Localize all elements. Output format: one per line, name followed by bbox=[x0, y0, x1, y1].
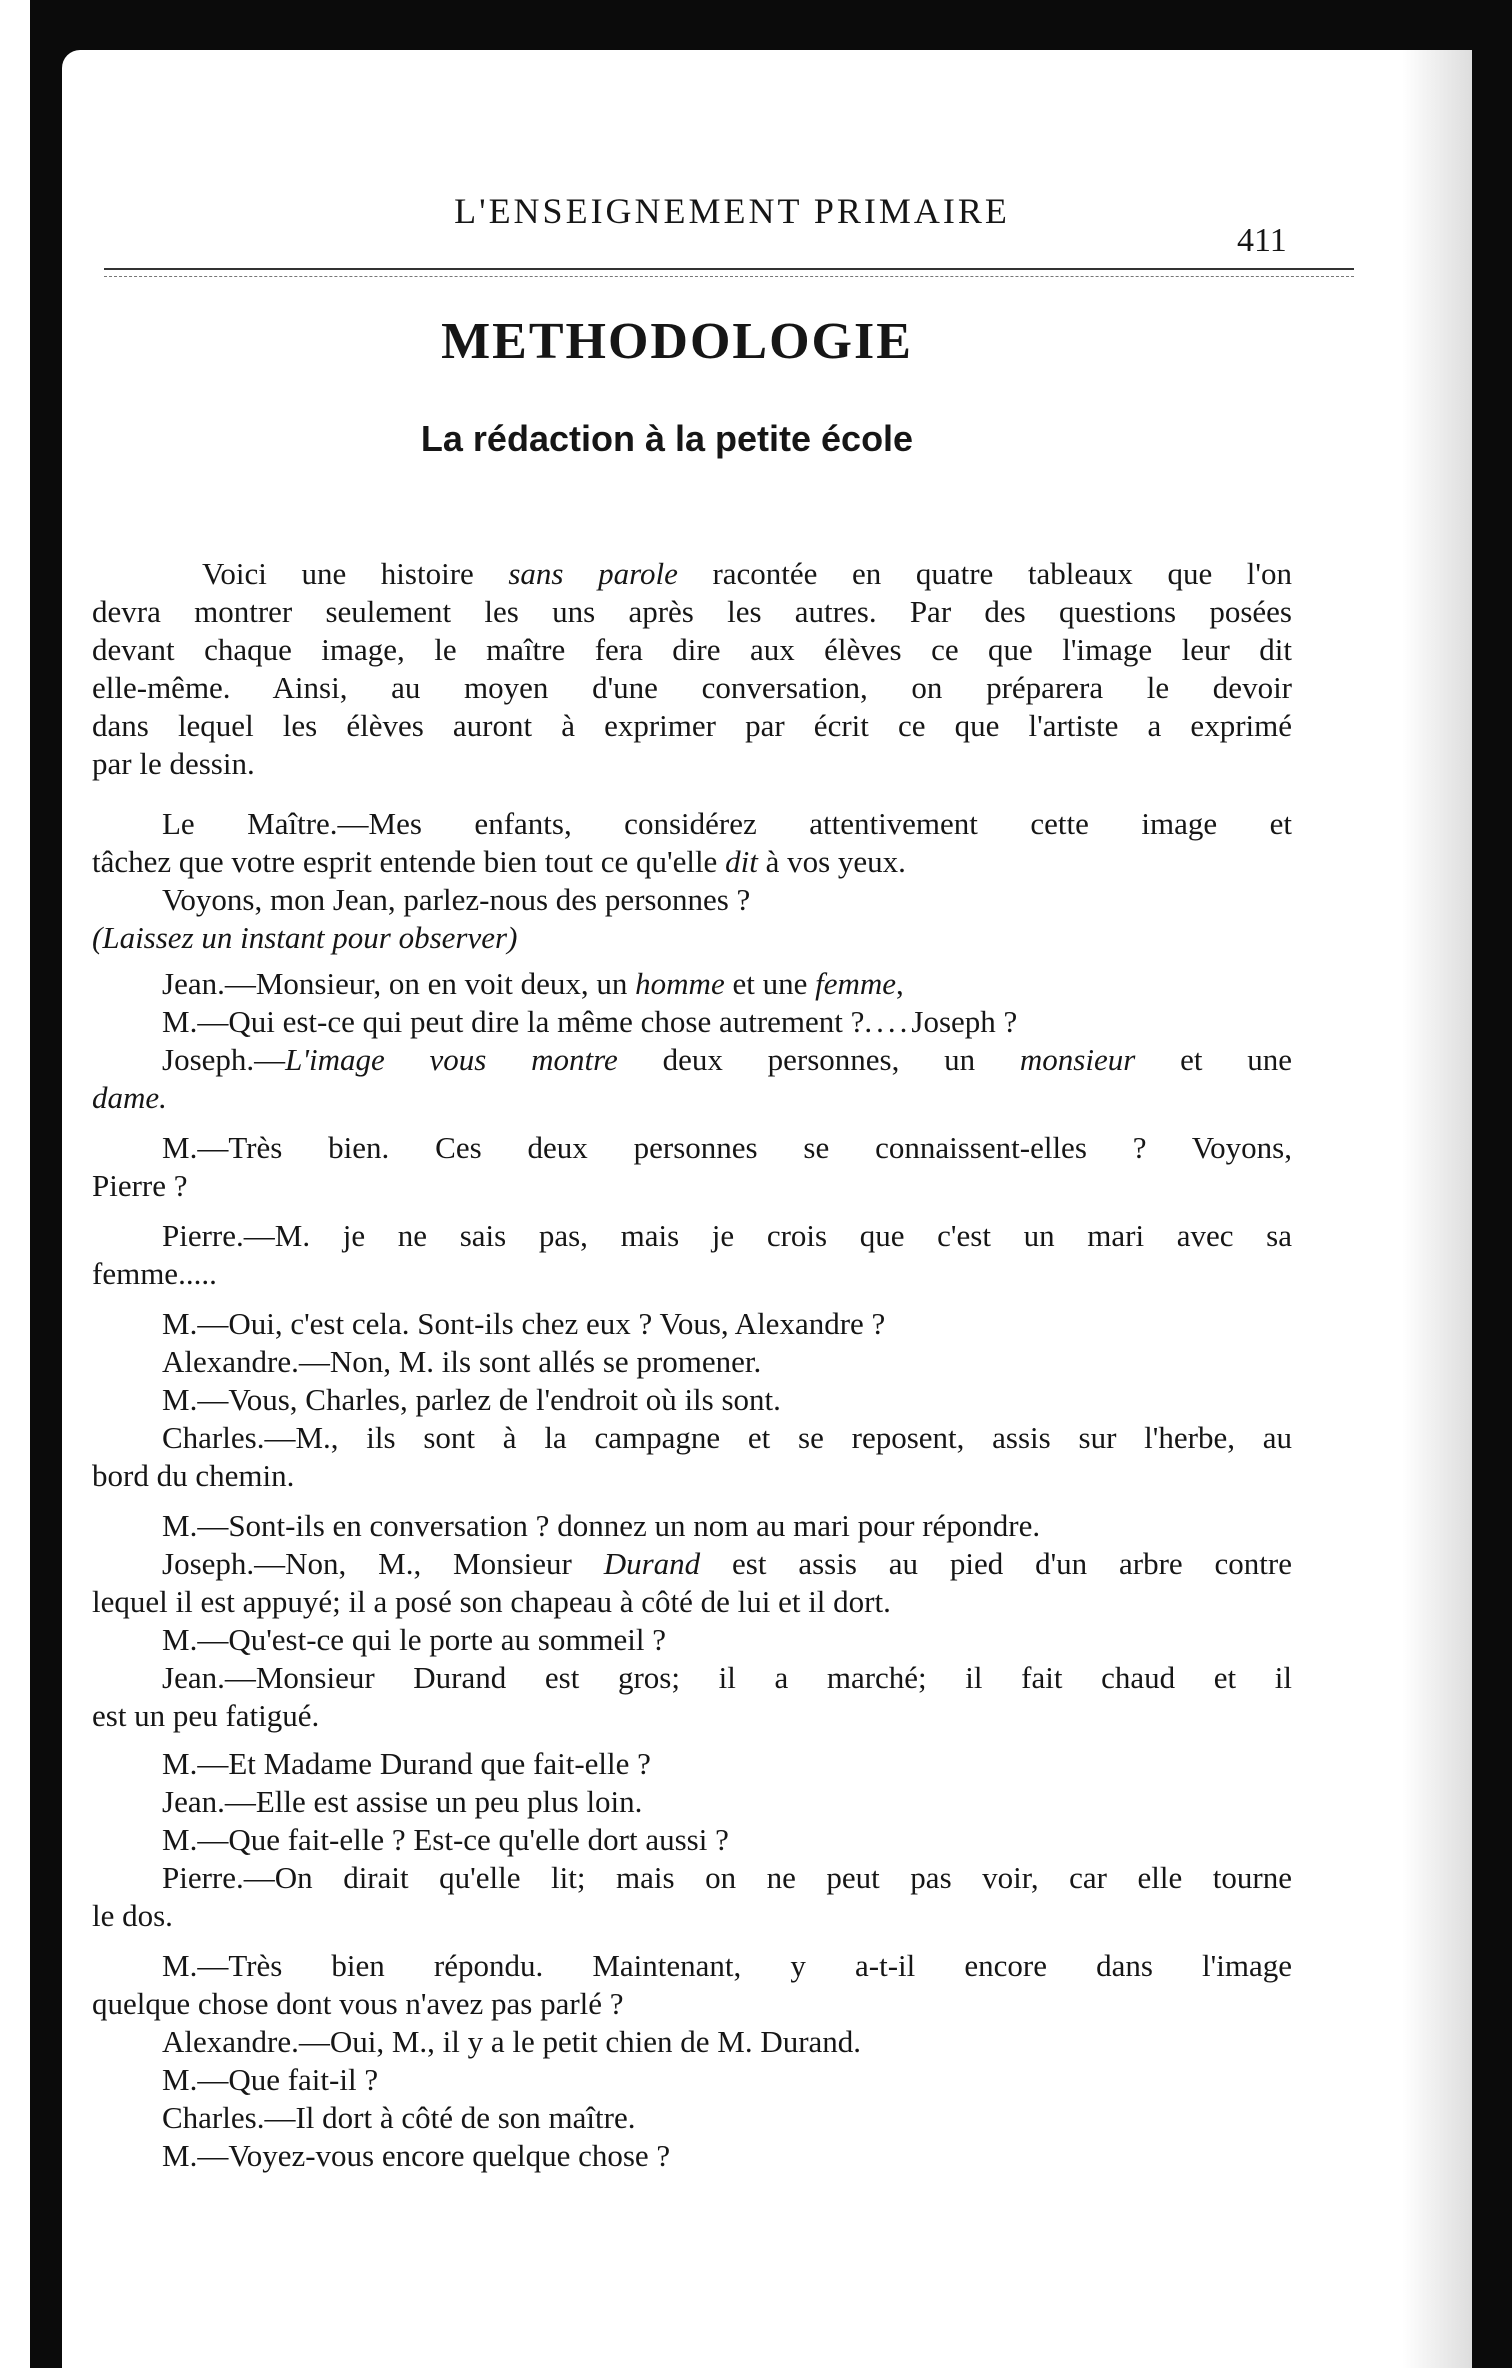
dialogue-line bbox=[92, 1004, 1017, 1040]
dialogue-line: M.—Très bien répondu. Maintenant, y a-t-il encore dans l'image bbox=[162, 1948, 1292, 1983]
text: deux personnes, un bbox=[617, 1042, 1020, 1077]
text: Joseph ? bbox=[911, 1004, 1018, 1039]
text: Joseph.— bbox=[162, 1042, 286, 1077]
dialogue-line: Voyons, mon Jean, parlez-nous des personnes ? bbox=[162, 882, 751, 917]
dialogue-line bbox=[92, 844, 906, 880]
dialogue-line: M.—Sont-ils en conversation ? donnez un nom au mari pour répondre. bbox=[162, 1508, 1041, 1543]
intro-line-3: devant chaque image, le maître fera dire aux élèves ce que l'image leur dit bbox=[92, 632, 1292, 667]
page-number: 411 bbox=[1237, 222, 1287, 259]
dialogue-line: est un peu fatigué. bbox=[92, 1698, 320, 1733]
text: .... bbox=[864, 1004, 912, 1039]
text: M.—Qui est-ce qui peut dire la même chose autrement ? bbox=[162, 1004, 865, 1039]
dialogue-line: le dos. bbox=[92, 1898, 173, 1933]
stage-direction: (Laissez un instant pour observer) bbox=[92, 920, 518, 955]
dialogue-line: Charles.—M., ils sont à la campagne et se reposent, assis sur l'herbe, au bbox=[162, 1420, 1292, 1455]
intro-line-2: devra montrer seulement les uns après les autres. Par des questions posées bbox=[92, 594, 1292, 629]
dialogue-line: Le Maître.—Mes enfants, considérez attentivement cette image et bbox=[162, 806, 1292, 841]
intro-line-4: elle-même. Ainsi, au moyen d'une conversation, on préparera le devoir bbox=[92, 670, 1292, 705]
dialogue-line: Alexandre.—Oui, M., il y a le petit chien de M. Durand. bbox=[162, 2024, 862, 2059]
page-shadow bbox=[1402, 50, 1472, 2368]
dialogue-line bbox=[92, 966, 904, 1002]
intro-line-5: dans lequel les élèves auront à exprimer par écrit ce que l'artiste a exprimé bbox=[92, 708, 1292, 743]
dialogue-line: M.—Et Madame Durand que fait-elle ? bbox=[162, 1746, 651, 1781]
italic-text: monsieur bbox=[1019, 1042, 1136, 1077]
dialogue-line: M.—Très bien. Ces deux personnes se connaissent-elles ? Voyons, bbox=[162, 1130, 1292, 1165]
dialogue-line bbox=[92, 1546, 1292, 1582]
italic-text: dit bbox=[725, 844, 758, 879]
page-subtitle: La rédaction à la petite école bbox=[420, 418, 914, 459]
dialogue-line: femme..... bbox=[92, 1256, 217, 1291]
intro-line-6: par le dessin. bbox=[92, 746, 255, 781]
dialogue-line: dame. bbox=[92, 1080, 167, 1115]
text: racontée en quatre tableaux que l'on bbox=[677, 556, 1292, 591]
italic-text: sans parole bbox=[508, 556, 678, 591]
dialogue-line: Jean.—Monsieur Durand est gros; il a marché; il fait chaud et il bbox=[162, 1660, 1292, 1695]
text: à vos yeux. bbox=[757, 844, 906, 879]
dialogue-line: M.—Vous, Charles, parlez de l'endroit où ils sont. bbox=[162, 1382, 781, 1417]
italic-text: femme bbox=[815, 966, 897, 1001]
intro-line-1 bbox=[92, 556, 1292, 592]
dialogue-line: Alexandre.—Non, M. ils sont allés se promener. bbox=[162, 1344, 762, 1379]
text: et une bbox=[1135, 1042, 1292, 1077]
text: , bbox=[896, 966, 904, 1001]
dialogue-line: Pierre ? bbox=[92, 1168, 188, 1203]
dialogue-line: M.—Qu'est-ce qui le porte au sommeil ? bbox=[162, 1622, 667, 1657]
dialogue-line: M.—Que fait-il ? bbox=[162, 2062, 379, 2097]
italic-text: L'image vous montre bbox=[285, 1042, 618, 1077]
page-title: METHODOLOGIE bbox=[441, 313, 913, 370]
text: Joseph.—Non, M., Monsieur bbox=[162, 1546, 604, 1581]
header-rule-dashed bbox=[104, 276, 1354, 277]
left-page-edge bbox=[0, 0, 30, 2368]
header-rule bbox=[104, 268, 1354, 270]
dialogue-line: M.—Que fait-elle ? Est-ce qu'elle dort aussi ? bbox=[162, 1822, 729, 1857]
dialogue-line: Charles.—Il dort à côté de son maître. bbox=[162, 2100, 636, 2135]
text: Voici une histoire bbox=[202, 556, 509, 591]
dialogue-line: M.—Voyez-vous encore quelque chose ? bbox=[162, 2138, 671, 2173]
running-header: L'ENSEIGNEMENT PRIMAIRE bbox=[454, 191, 1010, 231]
text: tâchez que votre esprit entende bien tout ce qu'elle bbox=[92, 844, 726, 879]
text: et une bbox=[724, 966, 816, 1001]
italic-text: homme bbox=[635, 966, 725, 1001]
book-page bbox=[62, 50, 1472, 2368]
dialogue-line: quelque chose dont vous n'avez pas parlé ? bbox=[92, 1986, 624, 2021]
dialogue-line: Pierre.—M. je ne sais pas, mais je crois que c'est un mari avec sa bbox=[162, 1218, 1292, 1253]
dialogue-line: bord du chemin. bbox=[92, 1458, 295, 1493]
italic-text: Durand bbox=[603, 1546, 701, 1581]
dialogue-line bbox=[92, 1042, 1292, 1078]
dialogue-line: M.—Oui, c'est cela. Sont-ils chez eux ? Vous, Alexandre ? bbox=[162, 1306, 886, 1341]
dialogue-line: lequel il est appuyé; il a posé son chapeau à côté de lui et il dort. bbox=[92, 1584, 891, 1619]
text: Jean.—Monsieur, on en voit deux, un bbox=[162, 966, 636, 1001]
text: est assis au pied d'un arbre contre bbox=[700, 1546, 1292, 1581]
dialogue-line: Pierre.—On dirait qu'elle lit; mais on ne peut pas voir, car elle tourne bbox=[162, 1860, 1292, 1895]
dialogue-line: Jean.—Elle est assise un peu plus loin. bbox=[162, 1784, 643, 1819]
